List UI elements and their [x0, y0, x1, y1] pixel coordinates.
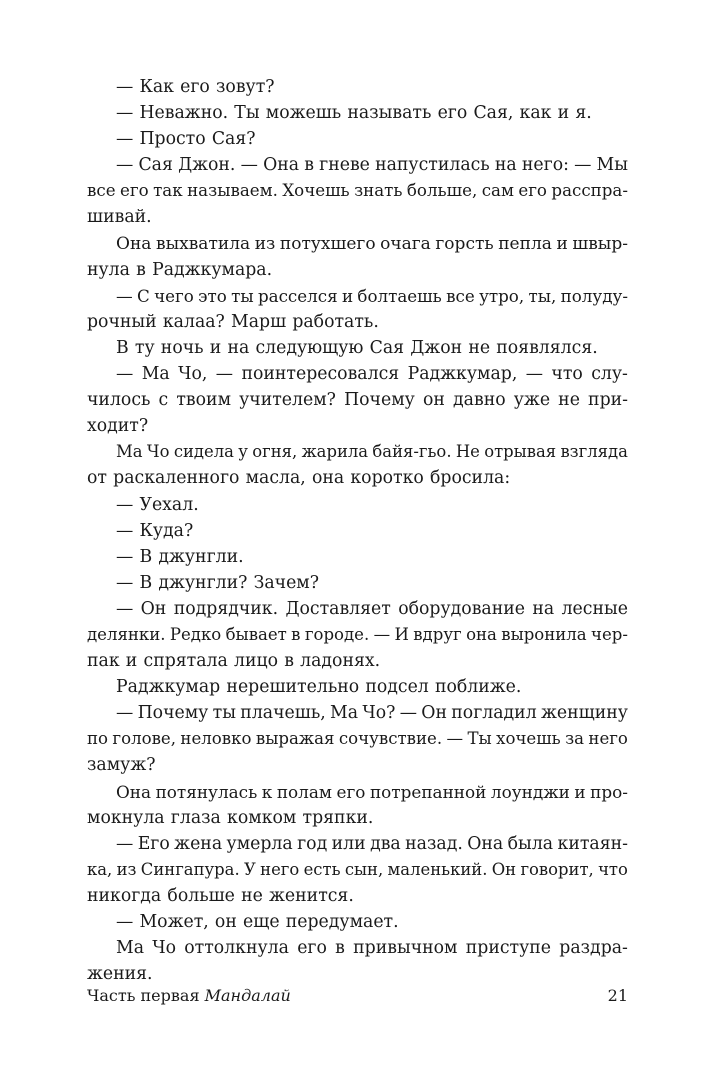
- text-line: Раджкумар нерешительно подсел поближе.: [116, 677, 522, 698]
- text-line: — С чего это ты расселся и болтаешь все утро, ты, полуду-: [116, 285, 628, 306]
- text-line: — В джунгли.: [116, 546, 244, 567]
- text-line: мокнула глаза комком тряпки.: [87, 807, 374, 828]
- text-line: Ма Чо сидела у огня, жарила байя-гьо. Не отрывая взгляда: [116, 442, 628, 462]
- footer-part-title: Мандалай: [204, 986, 291, 1005]
- text-line: чилось с твоим учителем? Почему он давно уже не при-: [87, 390, 628, 411]
- text-line: делянки. Редко бывает в городе. — И вдруг она выронила чер-: [87, 624, 628, 644]
- text-line: шивай.: [87, 207, 152, 228]
- text-line: — Куда?: [116, 520, 194, 541]
- body-text: [87, 74, 628, 987]
- text-line: жения.: [87, 964, 153, 985]
- text-line: от раскаленного масла, она коротко бросила:: [87, 468, 511, 489]
- text-line: — Ма Чо, — поинтересовался Раджкумар, — что слу-: [116, 364, 628, 385]
- text-line: — В джунгли? Зачем?: [116, 572, 320, 593]
- text-line: — Его жена умерла год или два назад. Она была китаян-: [116, 833, 628, 854]
- text-line: — Может, он еще передумает.: [116, 912, 399, 932]
- text-line: — Просто Сая?: [116, 129, 256, 150]
- text-line: рочный калаа? Марш работать.: [87, 311, 379, 332]
- text-line: никогда больше не женится.: [87, 885, 354, 906]
- running-footer: [87, 983, 291, 1009]
- text-line: нула в Раджкумара.: [87, 259, 273, 280]
- page-footer: [87, 983, 628, 1009]
- text-line: пак и спрятала лицо в ладонях.: [87, 651, 381, 672]
- text-line: ка, из Сингапура. У него есть сын, маленький. Он говорит, что: [87, 859, 628, 879]
- text-line: Ма Чо оттолкнула его в привычном приступе раздра-: [116, 938, 628, 959]
- text-line: все его так называем. Хочешь знать больше, сам его расспра-: [87, 181, 628, 201]
- text-line: ходит?: [87, 416, 149, 437]
- text-line: В ту ночь и на следующую Сая Джон не появлялся.: [116, 337, 598, 358]
- text-line: — Как его зовут?: [116, 77, 275, 97]
- text-line: по голове, неловко выражая сочувствие. — Ты хочешь за него: [87, 729, 628, 749]
- text-line: — Он подрядчик. Доставляет оборудование на лесные: [116, 598, 628, 619]
- text-line: — Почему ты плачешь, Ма Чо? — Он погладил женщину: [116, 703, 628, 724]
- text-line: — Неважно. Ты можешь называть его Сая, как и я.: [116, 103, 592, 124]
- text-line: замуж?: [87, 755, 156, 776]
- text-line: — Уехал.: [116, 494, 199, 515]
- footer-part-label: Часть первая: [87, 986, 200, 1005]
- page-number: 21: [607, 986, 628, 1005]
- text-line: Она выхватила из потухшего очага горсть пепла и швыр-: [116, 233, 628, 254]
- text-line: Она потянулась к полам его потрепанной лоунджи и про-: [116, 781, 628, 802]
- text-line: — Сая Джон. — Она в гневе напустилась на него: — Мы: [116, 155, 628, 176]
